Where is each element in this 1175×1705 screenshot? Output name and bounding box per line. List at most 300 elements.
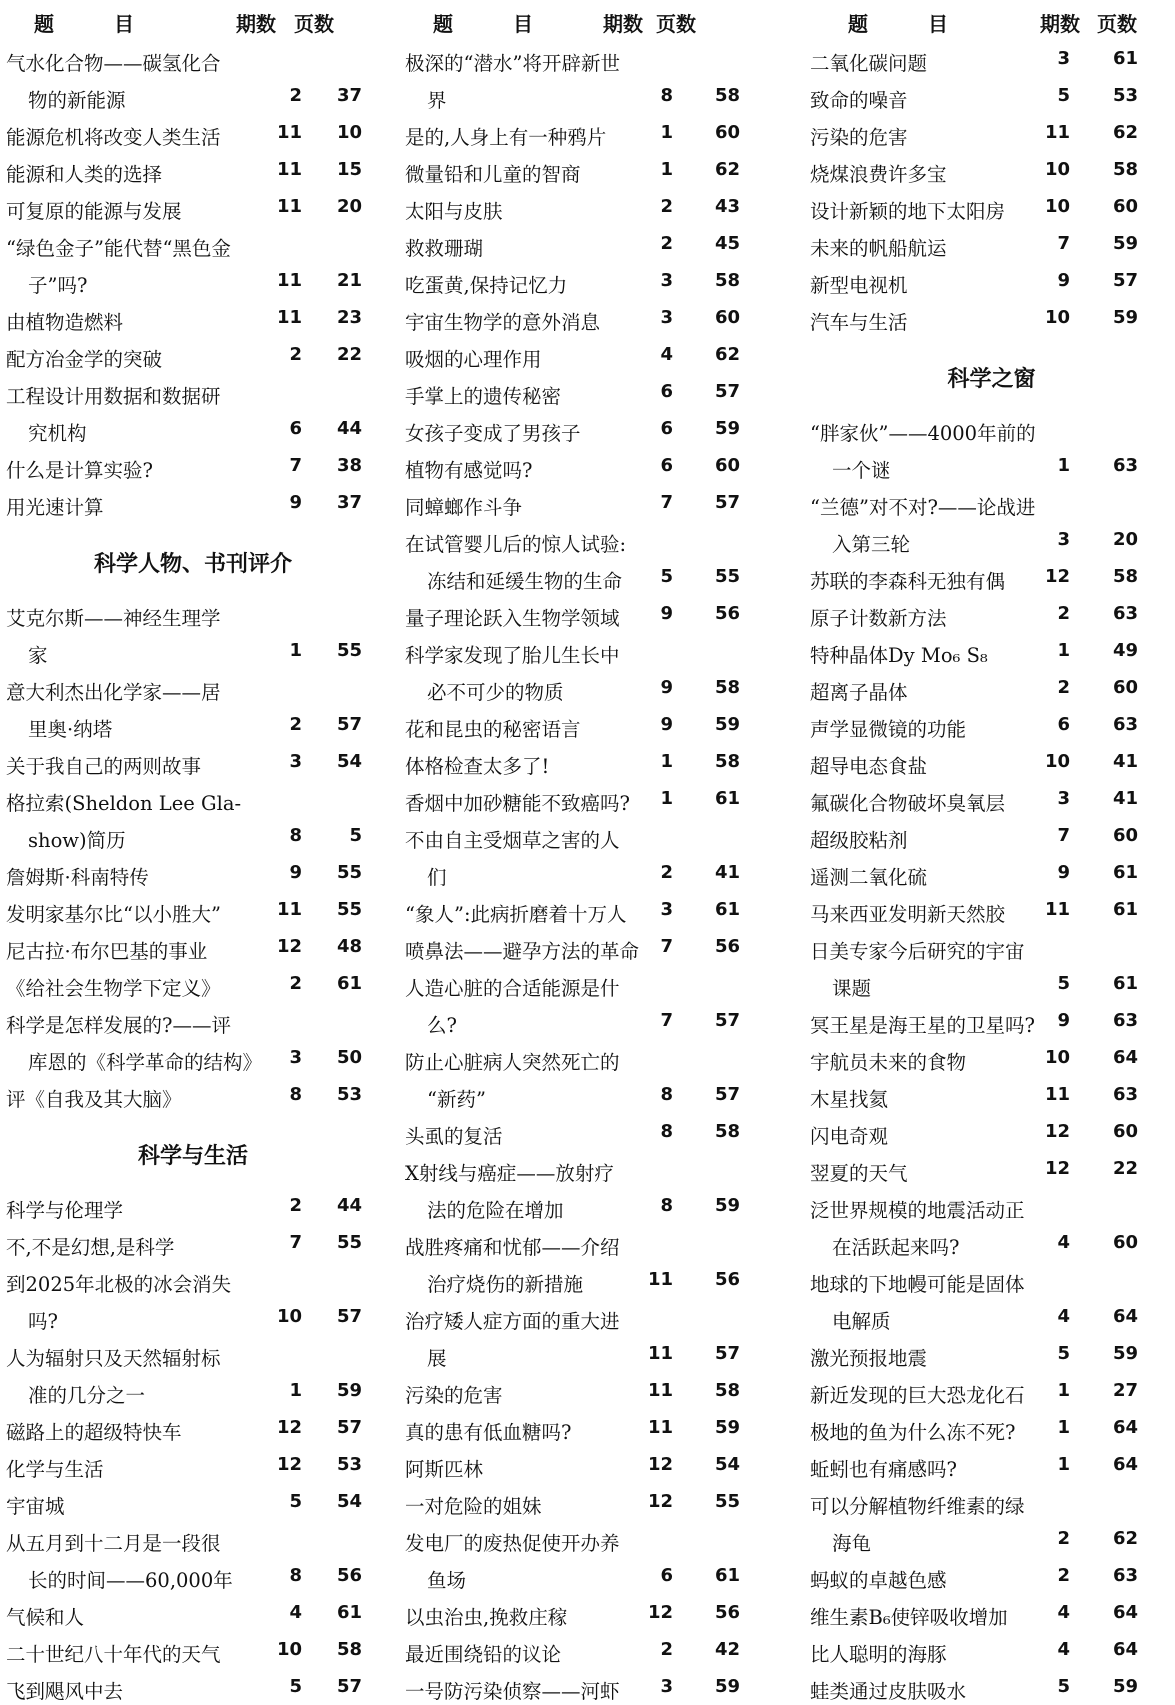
entry-title: “绿色金子”能代替“黑色金 xyxy=(6,237,231,260)
index-entry-line xyxy=(808,817,1175,854)
entry-title: 救救珊瑚 xyxy=(405,237,484,260)
index-entry-line xyxy=(4,1557,382,1594)
index-entry-line xyxy=(808,965,1175,1002)
index-entry-line xyxy=(403,1409,785,1446)
entry-page: 38 xyxy=(336,455,362,476)
entry-title: 极深的“潜水”将开辟新世 xyxy=(405,52,620,75)
entry-title: 维生素B₆使锌吸收增加 xyxy=(810,1606,1008,1629)
entry-title: 电解质 xyxy=(832,1310,891,1333)
entry-issue: 6 xyxy=(660,1565,673,1586)
entry-title: 准的几分之一 xyxy=(28,1384,146,1407)
entry-page: 62 xyxy=(1112,122,1138,143)
index-entry-line xyxy=(4,447,382,484)
entry-page: 61 xyxy=(714,899,740,920)
entry-title: 以虫治虫,挽救庄稼 xyxy=(405,1606,568,1629)
entry-title: 真的患有低血糖吗? xyxy=(405,1421,572,1444)
index-entry-line xyxy=(808,484,1175,521)
entry-issue: 7 xyxy=(660,936,673,957)
entry-page: 63 xyxy=(1112,1565,1138,1586)
index-entry-line xyxy=(808,632,1175,669)
entry-issue: 1 xyxy=(1057,1380,1070,1401)
entry-issue: 11 xyxy=(647,1343,673,1364)
index-entry-line xyxy=(403,1446,785,1483)
section-title: 科学人物、书刊评介 xyxy=(93,551,292,577)
entry-page: 56 xyxy=(714,936,740,957)
entry-page: 49 xyxy=(1112,640,1138,661)
section-heading xyxy=(4,1113,382,1187)
entry-page: 53 xyxy=(336,1084,362,1105)
index-entry-line xyxy=(4,484,382,521)
index-entry-line xyxy=(403,484,785,521)
entry-title: 到2025年北极的冰会消失 xyxy=(6,1273,232,1296)
entry-page: 59 xyxy=(1112,233,1138,254)
header-title: 题 目 xyxy=(433,12,533,36)
entry-page: 55 xyxy=(714,1491,740,1512)
index-entry-line xyxy=(4,1261,382,1298)
entry-title: 阿斯匹林 xyxy=(405,1458,484,1481)
index-entry-line xyxy=(403,114,785,151)
index-entry-line xyxy=(403,40,785,77)
entry-issue: 2 xyxy=(1057,603,1070,624)
header-page: 页数 xyxy=(656,12,696,36)
entry-page: 63 xyxy=(1112,1010,1138,1031)
entry-page: 62 xyxy=(714,344,740,365)
entry-issue: 1 xyxy=(660,788,673,809)
index-entry-line xyxy=(4,262,382,299)
entry-page: 41 xyxy=(714,862,740,883)
index-entry-line xyxy=(403,151,785,188)
entry-issue: 12 xyxy=(276,936,302,957)
entry-title: 展 xyxy=(427,1347,447,1370)
entry-page: 55 xyxy=(336,1232,362,1253)
header-issue: 期数 xyxy=(603,12,643,36)
entry-issue: 12 xyxy=(647,1454,673,1475)
entry-issue: 11 xyxy=(276,122,302,143)
entry-issue: 5 xyxy=(1057,973,1070,994)
entry-issue: 7 xyxy=(660,1010,673,1031)
entry-title: 最近围绕铅的议论 xyxy=(405,1643,562,1666)
section-title: 科学与生活 xyxy=(137,1143,248,1169)
entry-page: 44 xyxy=(336,418,362,439)
entry-issue: 7 xyxy=(289,1232,302,1253)
entry-title: 蚂蚁的卓越色感 xyxy=(810,1569,947,1592)
entry-title: 翌夏的天气 xyxy=(810,1162,908,1185)
entry-title: 一号防污染侦察——河虾 xyxy=(405,1680,620,1703)
index-entry-line xyxy=(4,1668,382,1705)
entry-page: 45 xyxy=(714,233,740,254)
entry-title: 污染的危害 xyxy=(405,1384,503,1407)
entry-page: 58 xyxy=(714,1380,740,1401)
entry-title: 冥王星是海王星的卫星吗? xyxy=(810,1014,1035,1037)
entry-issue: 12 xyxy=(1044,1158,1070,1179)
entry-issue: 2 xyxy=(289,714,302,735)
index-entry-line xyxy=(403,706,785,743)
header-page: 页数 xyxy=(294,12,334,36)
entry-page: 48 xyxy=(336,936,362,957)
entry-page: 55 xyxy=(336,899,362,920)
entry-issue: 10 xyxy=(1044,751,1070,772)
index-entry-line xyxy=(4,1446,382,1483)
entry-title: 特种晶体Dy Mo₆ S₈ xyxy=(810,644,988,667)
index-entry-line xyxy=(4,669,382,706)
index-entry-line xyxy=(4,1631,382,1668)
index-entry-line xyxy=(4,299,382,336)
entry-title: 科学是怎样发展的?——评 xyxy=(6,1014,231,1037)
entry-issue: 11 xyxy=(1044,899,1070,920)
entry-page: 59 xyxy=(714,1195,740,1216)
index-entry-line xyxy=(403,1002,785,1039)
entry-issue: 11 xyxy=(647,1380,673,1401)
index-entry-line xyxy=(4,743,382,780)
entry-title: 治疗矮人症方面的重大进 xyxy=(405,1310,620,1333)
entry-page: 61 xyxy=(1112,973,1138,994)
entry-page: 27 xyxy=(1112,1380,1138,1401)
index-entry-line xyxy=(808,521,1175,558)
entry-title: 太阳与皮肤 xyxy=(405,200,503,223)
entry-title: 究机构 xyxy=(28,422,87,445)
entry-issue: 1 xyxy=(289,640,302,661)
entry-issue: 11 xyxy=(276,270,302,291)
entry-title: 家 xyxy=(28,644,48,667)
entry-page: 56 xyxy=(714,603,740,624)
entry-page: 15 xyxy=(336,159,362,180)
entry-page: 59 xyxy=(714,1676,740,1697)
entry-issue: 2 xyxy=(1057,1528,1070,1549)
index-entry-line xyxy=(4,1039,382,1076)
entry-title: 么? xyxy=(427,1014,457,1037)
entry-page: 59 xyxy=(1112,1343,1138,1364)
entry-title: 课题 xyxy=(832,977,872,1000)
entry-page: 23 xyxy=(336,307,362,328)
entry-issue: 11 xyxy=(647,1269,673,1290)
entry-title: 遥测二氧化硫 xyxy=(810,866,928,889)
entry-title: 《给社会生物学下定义》 xyxy=(6,977,221,1000)
entry-issue: 12 xyxy=(1044,1121,1070,1142)
entry-title: 什么是计算实验? xyxy=(6,459,153,482)
entry-title: 气候和人 xyxy=(6,1606,85,1629)
entry-issue: 1 xyxy=(660,751,673,772)
entry-issue: 7 xyxy=(660,492,673,513)
entry-page: 22 xyxy=(1112,1158,1138,1179)
entry-issue: 4 xyxy=(1057,1639,1070,1660)
entry-page: 58 xyxy=(714,270,740,291)
entry-issue: 4 xyxy=(289,1602,302,1623)
index-entry-line xyxy=(4,1187,382,1224)
entry-title: 植物有感觉吗? xyxy=(405,459,533,482)
entry-issue: 3 xyxy=(1057,788,1070,809)
index-entry-line xyxy=(4,188,382,225)
entry-issue: 3 xyxy=(660,307,673,328)
entry-title: 马来西亚发明新天然胶 xyxy=(810,903,1006,926)
entry-title: 同蟑螂作斗争 xyxy=(405,496,523,519)
entry-title: 可复原的能源与发展 xyxy=(6,200,182,223)
entry-issue: 1 xyxy=(660,159,673,180)
entry-issue: 12 xyxy=(276,1454,302,1475)
entry-title: 宇宙城 xyxy=(6,1495,65,1518)
entry-page: 58 xyxy=(1112,566,1138,587)
index-entry-line xyxy=(4,780,382,817)
entry-issue: 2 xyxy=(289,85,302,106)
entry-title: 超离子晶体 xyxy=(810,681,908,704)
entry-page: 64 xyxy=(1112,1047,1138,1068)
index-entry-line xyxy=(403,558,785,595)
entry-issue: 1 xyxy=(1057,640,1070,661)
entry-issue: 2 xyxy=(1057,1565,1070,1586)
index-entry-line xyxy=(808,1076,1175,1113)
entry-issue: 8 xyxy=(660,1121,673,1142)
index-entry-line xyxy=(808,1631,1175,1668)
entry-title: 原子计数新方法 xyxy=(810,607,947,630)
entry-page: 61 xyxy=(1112,899,1138,920)
entry-title: “胖家伙”——4000年前的 xyxy=(810,422,1036,445)
entry-page: 63 xyxy=(1112,714,1138,735)
entry-page: 59 xyxy=(714,418,740,439)
index-entry-line xyxy=(808,1483,1175,1520)
index-entry-line xyxy=(808,1224,1175,1261)
entry-issue: 6 xyxy=(660,455,673,476)
index-entry-line xyxy=(403,1261,785,1298)
entry-title: 工程设计用数据和数据研 xyxy=(6,385,221,408)
entry-page: 53 xyxy=(1112,85,1138,106)
entry-title: 地球的下地幔可能是固体 xyxy=(810,1273,1025,1296)
entry-issue: 4 xyxy=(1057,1602,1070,1623)
entry-issue: 3 xyxy=(1057,529,1070,550)
index-entry-line xyxy=(403,373,785,410)
entry-page: 60 xyxy=(1112,196,1138,217)
index-entry-line xyxy=(808,410,1175,447)
entry-issue: 2 xyxy=(289,973,302,994)
entry-title: 战胜疼痛和忧郁——介绍 xyxy=(405,1236,620,1259)
index-entry-line xyxy=(808,780,1175,817)
entry-title: 界 xyxy=(427,89,447,112)
entry-title: 新近发现的巨大恐龙化石 xyxy=(810,1384,1025,1407)
entry-page: 10 xyxy=(336,122,362,143)
entry-page: 43 xyxy=(714,196,740,217)
entry-title: 氟碳化合物破坏臭氧层 xyxy=(810,792,1006,815)
header-issue: 期数 xyxy=(1040,12,1080,36)
entry-issue: 10 xyxy=(1044,159,1070,180)
entry-page: 55 xyxy=(714,566,740,587)
entry-title: 污染的危害 xyxy=(810,126,908,149)
entry-title: 海龟 xyxy=(832,1532,872,1555)
entry-issue: 3 xyxy=(660,899,673,920)
entry-page: 54 xyxy=(336,1491,362,1512)
entry-title: 物的新能源 xyxy=(28,89,126,112)
entry-page: 64 xyxy=(1112,1306,1138,1327)
entry-issue: 9 xyxy=(289,862,302,883)
entry-page: 57 xyxy=(714,492,740,513)
entry-title: 香烟中加砂糖能不致癌吗? xyxy=(405,792,630,815)
entry-issue: 6 xyxy=(660,418,673,439)
entry-title: 宇航员未来的食物 xyxy=(810,1051,967,1074)
entry-issue: 6 xyxy=(1057,714,1070,735)
entry-page: 58 xyxy=(714,751,740,772)
entry-page: 42 xyxy=(714,1639,740,1660)
entry-page: 60 xyxy=(714,455,740,476)
entry-title: 新型电视机 xyxy=(810,274,908,297)
index-entry-line xyxy=(403,743,785,780)
index-entry-line xyxy=(403,77,785,114)
index-entry-line xyxy=(4,595,382,632)
index-entry-line xyxy=(808,1298,1175,1335)
index-entry-line xyxy=(4,336,382,373)
entry-page: 63 xyxy=(1112,603,1138,624)
index-entry-line xyxy=(808,1594,1175,1631)
entry-page: 54 xyxy=(336,751,362,772)
entry-page: 57 xyxy=(336,1306,362,1327)
index-entry-line xyxy=(808,1409,1175,1446)
entry-page: 37 xyxy=(336,85,362,106)
entry-title: 关于我自己的两则故事 xyxy=(6,755,202,778)
entry-title: 发电厂的废热促使开办养 xyxy=(405,1532,620,1555)
entry-page: 57 xyxy=(1112,270,1138,291)
entry-title: 日美专家今后研究的宇宙 xyxy=(810,940,1025,963)
entry-issue: 11 xyxy=(647,1417,673,1438)
entry-title: 防止心脏病人突然死亡的 xyxy=(405,1051,620,1074)
entry-title: 艾克尔斯——神经生理学 xyxy=(6,607,221,630)
index-entry-line xyxy=(403,1520,785,1557)
entry-page: 22 xyxy=(336,344,362,365)
entry-issue: 9 xyxy=(660,714,673,735)
index-entry-line xyxy=(4,151,382,188)
index-entry-line xyxy=(4,77,382,114)
entry-issue: 12 xyxy=(276,1417,302,1438)
index-entry-line xyxy=(403,632,785,669)
entry-issue: 11 xyxy=(1044,1084,1070,1105)
entry-issue: 2 xyxy=(660,196,673,217)
index-entry-line xyxy=(4,1298,382,1335)
entry-title: 格拉索(Sheldon Lee Gla- xyxy=(6,792,242,815)
entry-issue: 5 xyxy=(1057,1676,1070,1697)
entry-page: 20 xyxy=(1112,529,1138,550)
entry-page: 21 xyxy=(336,270,362,291)
index-entry-line xyxy=(4,1520,382,1557)
entry-issue: 4 xyxy=(1057,1306,1070,1327)
entry-issue: 10 xyxy=(276,1639,302,1660)
index-entry-line xyxy=(808,1002,1175,1039)
entry-page: 58 xyxy=(714,1121,740,1142)
entry-page: 57 xyxy=(336,714,362,735)
entry-title: 库恩的《科学革命的结构》 xyxy=(28,1051,263,1074)
entry-issue: 5 xyxy=(1057,85,1070,106)
entry-issue: 9 xyxy=(1057,862,1070,883)
entry-issue: 3 xyxy=(1057,48,1070,69)
entry-issue: 5 xyxy=(660,566,673,587)
entry-issue: 5 xyxy=(1057,1343,1070,1364)
entry-page: 57 xyxy=(336,1417,362,1438)
entry-title: 吗? xyxy=(28,1310,58,1333)
index-entry-line xyxy=(808,1150,1175,1187)
index-entry-line xyxy=(4,410,382,447)
entry-page: 20 xyxy=(336,196,362,217)
index-entry-line xyxy=(808,40,1175,77)
entry-issue: 1 xyxy=(289,1380,302,1401)
entry-page: 60 xyxy=(714,122,740,143)
entry-page: 61 xyxy=(714,788,740,809)
index-entry-line xyxy=(403,1557,785,1594)
entry-title: 手掌上的遗传秘密 xyxy=(405,385,562,408)
entry-title: “象人”:此病折磨着十万人 xyxy=(405,903,627,926)
entry-issue: 10 xyxy=(1044,196,1070,217)
entry-title: 尼古拉·布尔巴基的事业 xyxy=(6,940,208,963)
entry-title: 意大利杰出化学家——居 xyxy=(6,681,221,704)
entry-title: “兰德”对不对?——论战进 xyxy=(810,496,1036,519)
entry-page: 59 xyxy=(714,714,740,735)
entry-title: 治疗烧伤的新措施 xyxy=(427,1273,584,1296)
entry-title: 极地的鱼为什么冻不死? xyxy=(810,1421,1016,1444)
entry-page: 61 xyxy=(714,1565,740,1586)
index-entry-line xyxy=(808,1335,1175,1372)
index-column-1 xyxy=(4,0,382,1705)
index-entry-line xyxy=(4,1335,382,1372)
index-entry-line xyxy=(4,817,382,854)
entry-title: 鱼场 xyxy=(427,1569,467,1592)
entry-issue: 3 xyxy=(660,1676,673,1697)
entry-page: 59 xyxy=(714,1417,740,1438)
entry-title: show)简历 xyxy=(28,829,126,852)
entry-issue: 2 xyxy=(289,1195,302,1216)
entry-issue: 11 xyxy=(1044,122,1070,143)
entry-issue: 4 xyxy=(660,344,673,365)
column-header xyxy=(4,0,382,40)
entry-title: 长的时间——60,000年 xyxy=(28,1569,233,1592)
index-entry-line xyxy=(808,1261,1175,1298)
entry-page: 54 xyxy=(714,1454,740,1475)
entry-title: “新药” xyxy=(427,1088,486,1111)
entry-issue: 1 xyxy=(1057,1417,1070,1438)
index-entry-line xyxy=(4,891,382,928)
entry-issue: 2 xyxy=(660,233,673,254)
index-entry-line xyxy=(403,336,785,373)
index-entry-line xyxy=(403,521,785,558)
index-entry-line xyxy=(808,1446,1175,1483)
index-entry-line xyxy=(4,373,382,410)
index-entry-line xyxy=(808,188,1175,225)
index-entry-line xyxy=(808,225,1175,262)
index-entry-line xyxy=(4,114,382,151)
entry-title: 是的,人身上有一种鸦片 xyxy=(405,126,607,149)
entry-page: 57 xyxy=(714,1084,740,1105)
entry-page: 41 xyxy=(1112,788,1138,809)
entry-issue: 9 xyxy=(1057,1010,1070,1031)
entry-issue: 3 xyxy=(289,751,302,772)
entry-title: X射线与癌症——放射疗 xyxy=(405,1162,614,1185)
entry-title: 苏联的李森科无独有偶 xyxy=(810,570,1006,593)
index-entry-line xyxy=(808,447,1175,484)
index-entry-line xyxy=(403,188,785,225)
entry-title: 未来的帆船航运 xyxy=(810,237,947,260)
entry-issue: 11 xyxy=(276,899,302,920)
index-entry-line xyxy=(403,1187,785,1224)
entry-page: 56 xyxy=(714,1602,740,1623)
entry-page: 57 xyxy=(714,1343,740,1364)
entry-title: 超导电态食盐 xyxy=(810,755,928,778)
index-entry-line xyxy=(4,928,382,965)
entry-page: 62 xyxy=(1112,1528,1138,1549)
entry-issue: 8 xyxy=(289,1565,302,1586)
index-entry-line xyxy=(403,780,785,817)
header-title: 题 目 xyxy=(34,12,134,36)
entry-title: 二氧化碳问题 xyxy=(810,52,928,75)
index-entry-line xyxy=(808,706,1175,743)
entry-title: 飞到飓风中去 xyxy=(6,1680,124,1703)
index-entry-line xyxy=(808,595,1175,632)
entry-page: 61 xyxy=(336,1602,362,1623)
entry-title: 不由自主受烟草之害的人 xyxy=(405,829,620,852)
index-entry-line xyxy=(403,262,785,299)
entry-title: 评《自我及其大脑》 xyxy=(6,1088,182,1111)
entry-page: 59 xyxy=(1112,307,1138,328)
